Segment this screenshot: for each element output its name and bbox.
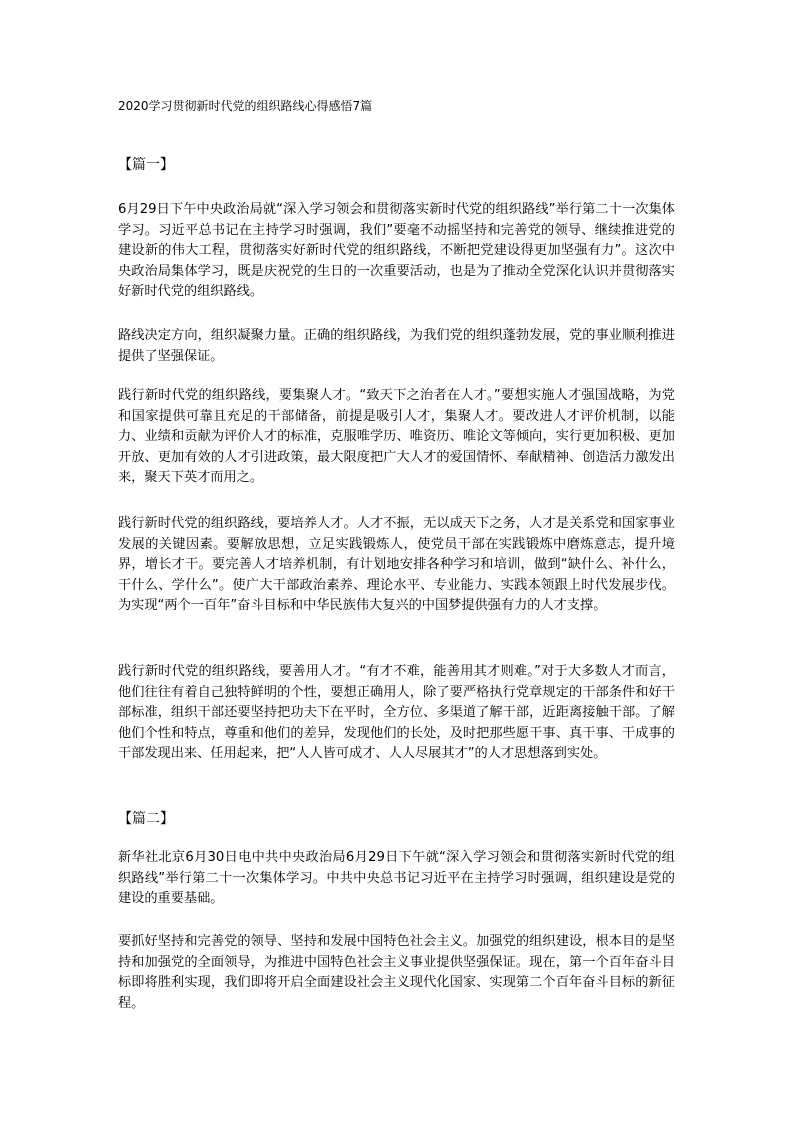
document-page	[118, 96, 675, 1011]
paragraph: 践行新时代党的组织路线，要集聚人才。“致天下之治者在人才。”要想实施人才强国战略，为党和国家提供可靠且充足的干部储备，前提是吸引人才，集聚人才。要改进人才评价机制，以能力、业绩和贡献为评价人才的标准，克服唯学历、唯资历、唯论文等倾向，实行更加积极、更加开放、更加有效的人才引进政策，最大限度把广大人才的爱国情怀、奉献精神、创造活力激发出来，聚天下英才而用之。	[118, 388, 675, 485]
paragraph: 践行新时代党的组织路线，要善用人才。“有才不难，能善用其才则难。”对于大多数人才而言，他们往往有着自己独特鲜明的个性，要想正确用人，除了要严格执行党章规定的干部条件和好干部标准，组织干部还要坚持把功夫下在平时，全方位、多渠道了解干部，近距离接触干部。了解他们个性和特点，尊重和他们的差异，发现他们的长处，及时把那些愿干事、真干事、干成事的干部发现出来、任用起来，把“人人皆可成才、人人尽展其才”的人才思想落到实处。	[118, 664, 675, 761]
paragraph: 路线决定方向，组织凝聚力量。正确的组织路线，为我们党的组织蓬勃发展，党的事业顺利推进提供了坚强保证。	[118, 328, 675, 364]
paragraph: 新华社北京6月30日电中共中央政治局6月29日下午就“深入学习领会和贯彻落实新时代党的组织路线”举行第二十一次集体学习。中共中央总书记习近平在主持学习时强调，组织建设是党的建设的重要基础。	[118, 850, 675, 906]
document-title: 2020学习贯彻新时代党的组织路线心得感悟7篇	[118, 99, 373, 113]
paragraph: 6月29日下午中央政治局就“深入学习领会和贯彻落实新时代党的组织路线”举行第二十一次集体学习。习近平总书记在主持学习时强调，我们”要毫不动摇坚持和完善党的领导、继续推进党的建设新的伟大工程，贯彻落实好新时代党的组织路线，不断把党建设得更加坚强有力”。这次中央政治局集体学习，既是庆祝党的生日的一次重要活动，也是为了推动全党深化认识并贯彻落实好新时代党的组织路线。	[118, 202, 675, 299]
paragraph: 要抓好坚持和完善党的领导、坚持和发展中国特色社会主义。加强党的组织建设，根本目的是坚持和加强党的全面领导，为推进中国特色社会主义事业提供坚强保证。现在，第一个百年奋斗目标即将胜利实现，我们即将开启全面建设社会主义现代化国家、实现第二个百年奋斗目标的新征程。	[118, 934, 675, 1011]
section-heading-1: 【篇一】	[118, 157, 174, 173]
section-heading-2: 【篇二】	[118, 811, 174, 827]
paragraph: 践行新时代党的组织路线，要培养人才。人才不振，无以成天下之务，人才是关系党和国家事业发展的关键因素。要解放思想，立足实践锻炼人，使党员干部在实践锻炼中磨炼意志，提升境界，增长才干。要完善人才培养机制，有计划地安排各种学习和培训，做到“缺什么、补什么，干什么、学什么”。使广大干部政治素养、理论水平、专业能力、实践本领跟上时代发展步伐。为实现“两个一百年”奋斗目标和中华民族伟大复兴的中国梦提供强有力的人才支撑。	[118, 516, 675, 613]
